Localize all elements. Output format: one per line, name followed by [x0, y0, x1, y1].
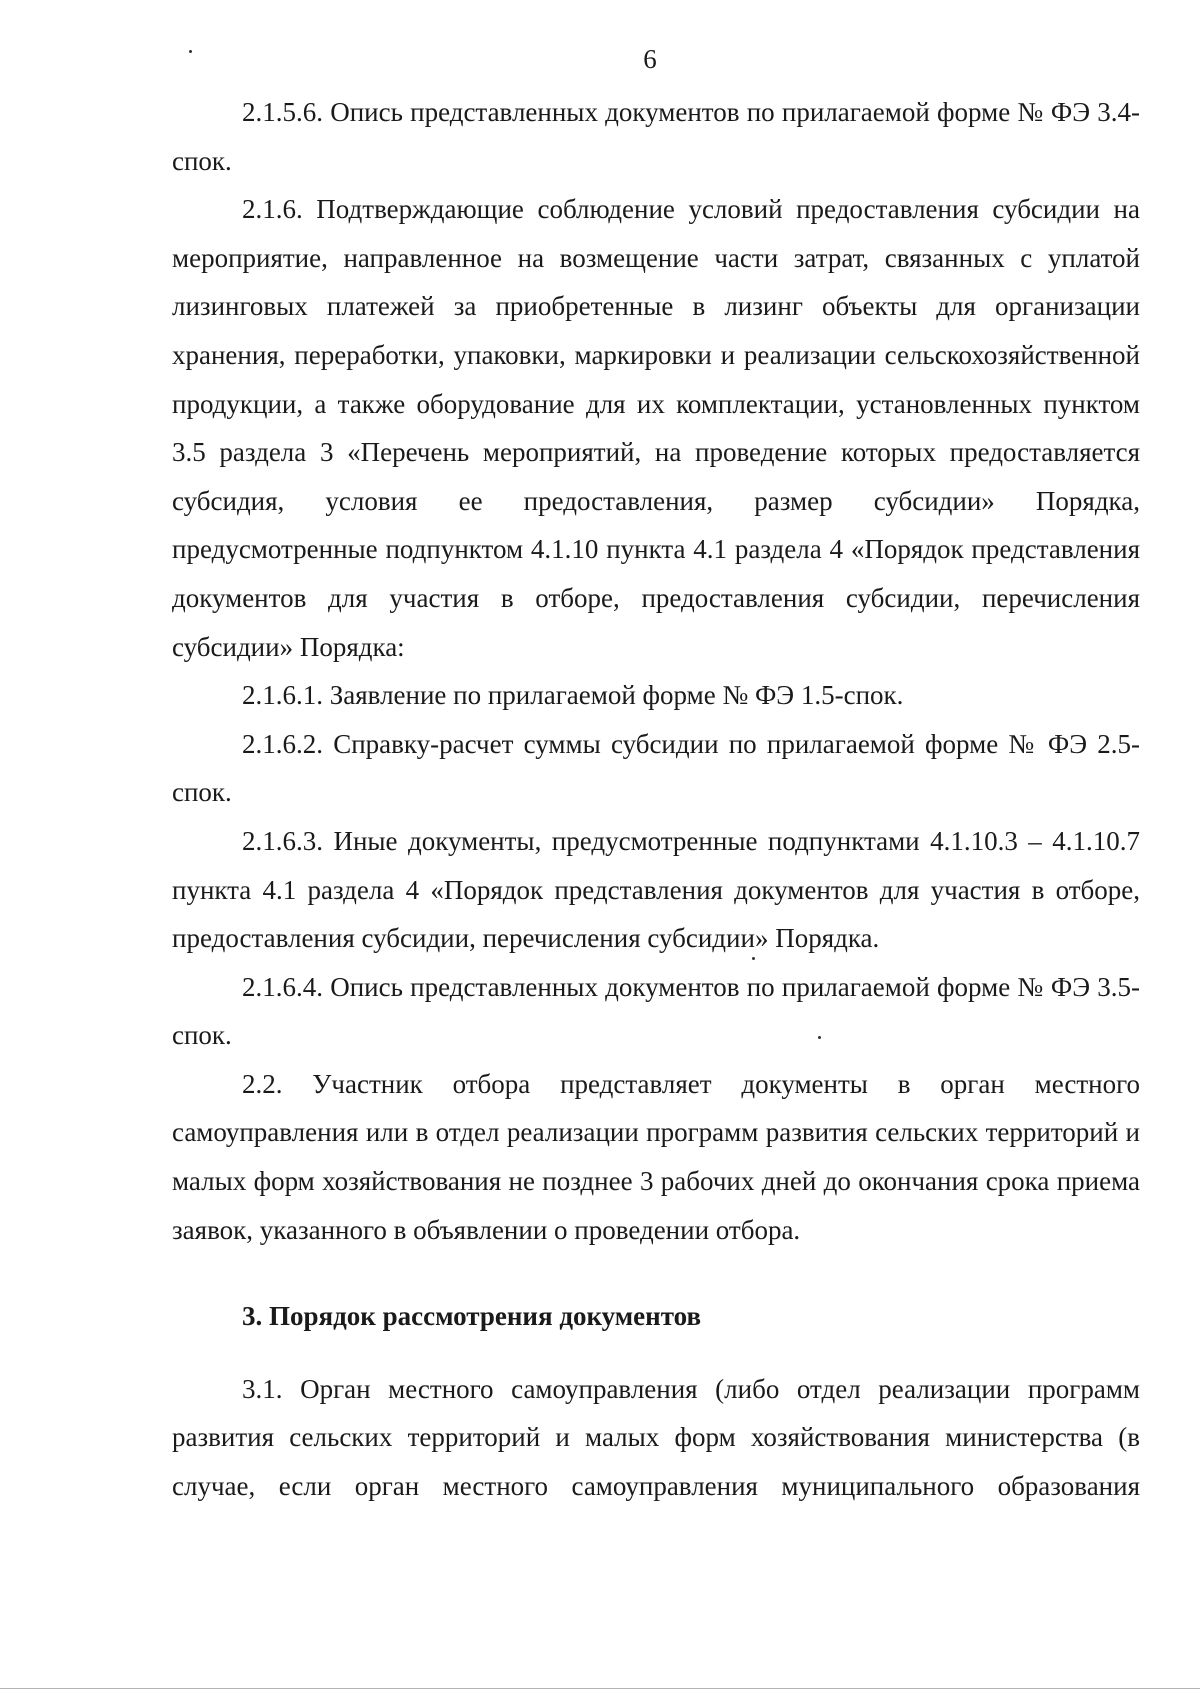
- paragraph-2-2: 2.2. Участник отбора представляет документы в орган местного самоуправления или в отдел реализации программ развития сельских территорий и малых форм хозяйствования не позднее 3 рабочих дней до окончания срока приема заявок, указанного в объявлении о проведении отбора.: [172, 1068, 1140, 1245]
- paragraph-2-1-5-6: 2.1.5.6. Опись представленных документов по прилагаемой форме № ФЭ 3.4-спок.: [172, 97, 1140, 176]
- scan-bottom-edge: [0, 1688, 1200, 1689]
- page-number: 6: [643, 44, 657, 74]
- document-body: [172, 88, 1140, 1511]
- paragraph-2-1-6-4: 2.1.6.4. Опись представленных документов по прилагаемой форме № ФЭ 3.5-спок.: [172, 971, 1140, 1051]
- paragraph-2-1-6: 2.1.6. Подтверждающие соблюдение условий предоставления субсидии на мероприятие, направленное на возмещение части затрат, связанных с уплатой лизинговых платежей за приобретенные в лизинг объекты для организации хранения, переработки, упаковки, маркировки и реализации сельскохозяйственной продукции, а также оборудование для их комплектации, установленных пунктом 3.5 раздела 3 «Перечень мероприятий, на проведение которых предоставляется субсидия, условия ее предоставления, размер субсидии» Порядка, предусмотренные подпунктом 4.1.10 пункта 4.1 раздела 4 «Порядок представления документов для участия в отборе, предоставления субсидии, перечисления субсидии» Порядка:: [172, 194, 1140, 662]
- paragraph-2-1-6-1: 2.1.6.1. Заявление по прилагаемой форме № ФЭ 1.5-спок.: [242, 680, 904, 711]
- section-heading: 3. Порядок рассмотрения документов: [242, 1301, 702, 1332]
- paragraph-2-1-6-2: 2.1.6.2. Справку-расчет суммы субсидии по прилагаемой форме № ФЭ 2.5-спок.: [172, 728, 1140, 808]
- paragraph-2-1-6-3: 2.1.6.3. Иные документы, предусмотренные подпунктами 4.1.10.3 – 4.1.10.7 пункта 4.1 раздела 4 «Порядок представления документов для участия в отборе, предоставления субсидии, перечисления субсидии» Порядка.: [172, 825, 1140, 954]
- paragraph-3-1: 3.1. Орган местного самоуправления (либо отдел реализации программ развития сельских территорий и малых форм хозяйствования министерства (в случае, если орган местного самоуправления муниципального образования: [172, 1373, 1140, 1502]
- scan-speck: [189, 50, 192, 53]
